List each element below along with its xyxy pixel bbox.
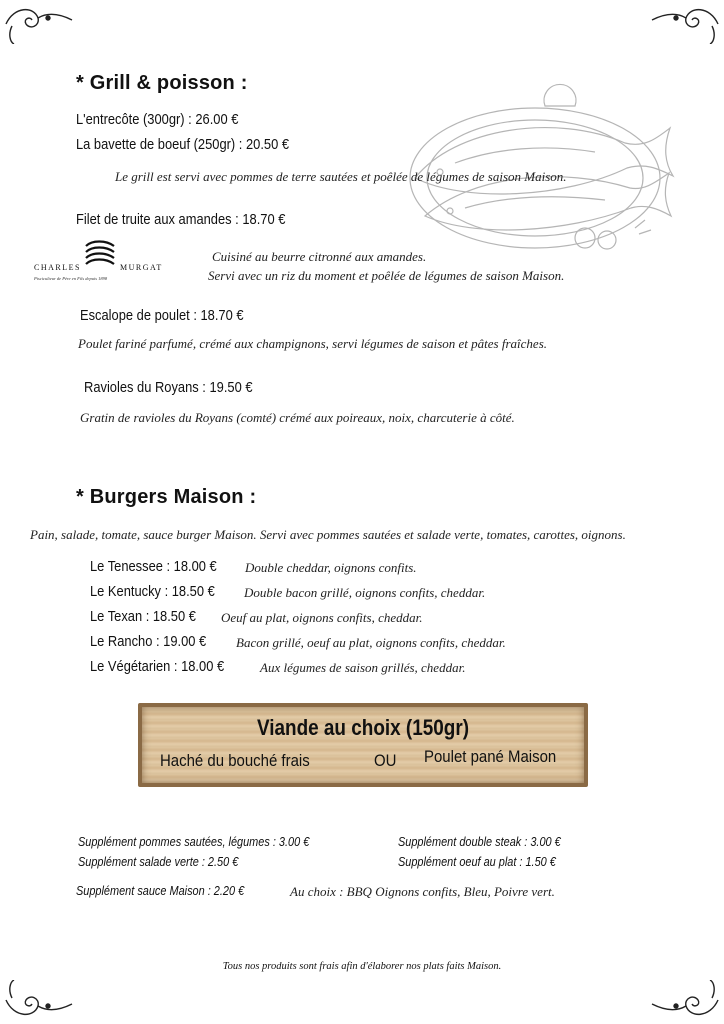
board-option-1: Haché du bouché frais (160, 751, 310, 770)
menu-item-bavette: La bavette de boeuf (250gr) : 20.50 € (76, 136, 290, 153)
corner-ornament-bottom-right-icon (650, 980, 720, 1020)
truite-desc-1: Cuisiné au beurre citronné aux amandes. (212, 249, 427, 264)
menu-item-truite: Filet de truite aux amandes : 18.70 € (76, 211, 286, 228)
burger-desc: Double bacon grillé, oignons confits, cheddar. (244, 585, 486, 600)
logo-name-left: CHARLES (34, 263, 81, 272)
board-option-2: Poulet pané Maison (424, 747, 557, 766)
burger-name: Le Kentucky : 18.50 € (90, 583, 215, 600)
meat-choice-board (138, 703, 588, 787)
grill-heading: * Grill & poisson : (76, 72, 248, 94)
burgers-intro: Pain, salade, tomate, sauce burger Maison. Servi avec pommes sautées et salade verte, tomates, carottes, oignons. (30, 527, 626, 542)
corner-ornament-top-right-icon (650, 4, 720, 44)
supplement-item: Supplément pommes sautées, légumes : 3.00 € (78, 834, 310, 849)
truite-desc-2: Servi avec un riz du moment et poêlée de légumes de saison Maison. (208, 268, 565, 283)
grill-note: Le grill est servi avec pommes de terre sautées et poêlée de légumes de saison Maison. (115, 169, 567, 184)
burger-desc: Double cheddar, oignons confits. (245, 560, 417, 575)
poulet-desc: Poulet fariné parfumé, crémé aux champignons, servi légumes de saison et pâtes fraîches. (78, 336, 547, 351)
burger-name: Le Tenessee : 18.00 € (90, 558, 217, 575)
supplement-item: Supplément sauce Maison : 2.20 € (76, 883, 245, 898)
supplement-item: Supplément double steak : 3.00 € (398, 834, 561, 849)
burger-name: Le Texan : 18.50 € (90, 608, 196, 625)
burger-name: Le Végétarien : 18.00 € (90, 658, 225, 675)
logo-tagline: Pisciculteur de Père en Fils depuis 1898 (34, 276, 108, 281)
supplement-sauce-choice: Au choix : BBQ Oignons confits, Bleu, Poivre vert. (290, 884, 555, 899)
corner-ornament-top-left-icon (4, 4, 74, 44)
footer-note: Tous nos produits sont frais afin d'élaborer nos plats faits Maison. (222, 961, 502, 972)
logo-name-right: MURGAT (120, 263, 163, 272)
menu-item-ravioles: Ravioles du Royans : 19.50 € (84, 379, 253, 396)
fish-logo-icon (84, 238, 116, 268)
burger-desc: Oeuf au plat, oignons confits, cheddar. (221, 610, 423, 625)
charles-murgat-logo (30, 238, 170, 288)
supplement-item: Supplément salade verte : 2.50 € (78, 854, 239, 869)
ravioles-desc: Gratin de ravioles du Royans (comté) crémé aux poireaux, noix, charcuterie à côté. (80, 410, 515, 425)
burgers-heading: * Burgers Maison : (76, 486, 257, 508)
fish-platter-illustration-icon (395, 68, 685, 263)
menu-item-entrecote: L'entrecôte (300gr) : 26.00 € (76, 111, 239, 128)
board-or: OU (374, 751, 397, 770)
burger-desc: Aux légumes de saison grillés, cheddar. (260, 660, 466, 675)
supplement-item: Supplément oeuf au plat : 1.50 € (398, 854, 556, 869)
board-title: Viande au choix (150gr) (256, 715, 470, 740)
burger-desc: Bacon grillé, oeuf au plat, oignons confits, cheddar. (236, 635, 506, 650)
burger-name: Le Rancho : 19.00 € (90, 633, 207, 650)
menu-item-poulet: Escalope de poulet : 18.70 € (80, 307, 244, 324)
corner-ornament-bottom-left-icon (4, 980, 74, 1020)
